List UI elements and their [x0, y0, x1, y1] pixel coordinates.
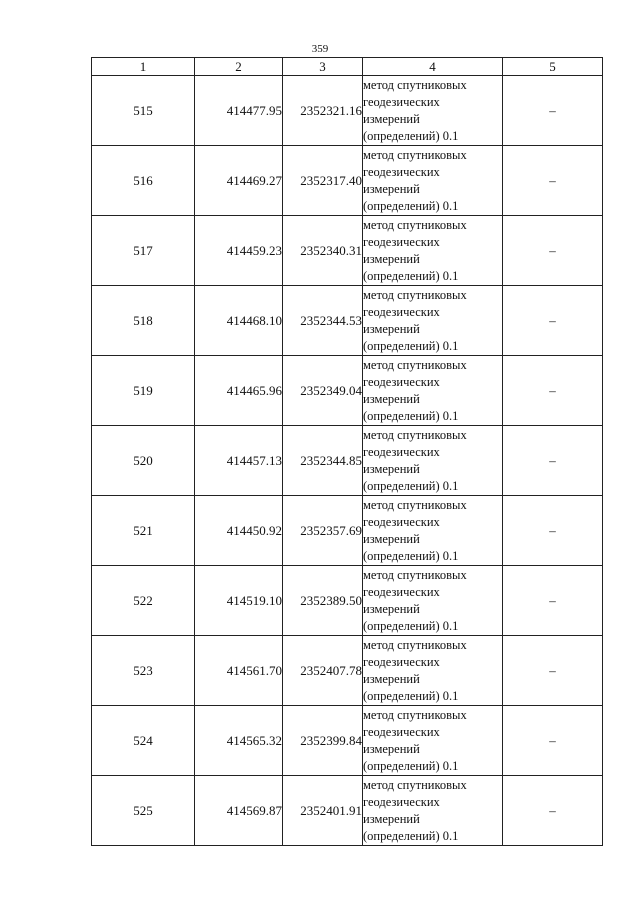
- column-header-3: 3: [283, 58, 363, 76]
- y-coordinate-cell: 2352389.50: [283, 566, 363, 636]
- column-header-2: 2: [195, 58, 283, 76]
- method-cell: [363, 286, 503, 356]
- method-cell: [363, 496, 503, 566]
- method-text-line: (определений) 0.1: [363, 268, 459, 283]
- table-row: [92, 776, 603, 846]
- table-row: [92, 636, 603, 706]
- x-coordinate-cell: 414457.13: [195, 426, 283, 496]
- note-cell: –: [503, 76, 603, 146]
- method-text-line: геодезических: [363, 304, 440, 319]
- method-text-line: (определений) 0.1: [363, 408, 459, 423]
- method-cell: [363, 776, 503, 846]
- method-text-line: метод спутниковых: [363, 427, 467, 442]
- method-text-line: (определений) 0.1: [363, 758, 459, 773]
- y-coordinate-cell: 2352317.40: [283, 146, 363, 216]
- method-cell: [363, 356, 503, 426]
- method-text-line: измерений: [363, 321, 420, 336]
- method-text-line: (определений) 0.1: [363, 338, 459, 353]
- table-row: [92, 216, 603, 286]
- note-cell: –: [503, 426, 603, 496]
- y-coordinate-cell: 2352344.53: [283, 286, 363, 356]
- method-text-line: (определений) 0.1: [363, 128, 459, 143]
- method-text-line: (определений) 0.1: [363, 618, 459, 633]
- x-coordinate-cell: 414469.27: [195, 146, 283, 216]
- method-text-line: измерений: [363, 601, 420, 616]
- note-cell: –: [503, 216, 603, 286]
- x-coordinate-cell: 414465.96: [195, 356, 283, 426]
- method-text-line: измерений: [363, 811, 420, 826]
- method-cell: [363, 706, 503, 776]
- method-text-line: измерений: [363, 111, 420, 126]
- note-cell: –: [503, 146, 603, 216]
- method-text-line: (определений) 0.1: [363, 478, 459, 493]
- method-text-line: геодезических: [363, 444, 440, 459]
- method-text-line: метод спутниковых: [363, 217, 467, 232]
- method-text-line: метод спутниковых: [363, 147, 467, 162]
- method-text-line: геодезических: [363, 374, 440, 389]
- method-text-line: метод спутниковых: [363, 567, 467, 582]
- point-number-cell: 520: [92, 426, 195, 496]
- x-coordinate-cell: 414468.10: [195, 286, 283, 356]
- method-text-line: метод спутниковых: [363, 707, 467, 722]
- method-text-line: метод спутниковых: [363, 497, 467, 512]
- point-number-cell: 518: [92, 286, 195, 356]
- point-number-cell: 523: [92, 636, 195, 706]
- x-coordinate-cell: 414450.92: [195, 496, 283, 566]
- method-text-line: измерений: [363, 251, 420, 266]
- x-coordinate-cell: 414561.70: [195, 636, 283, 706]
- point-number-cell: 517: [92, 216, 195, 286]
- method-text-line: геодезических: [363, 94, 440, 109]
- table-row: [92, 146, 603, 216]
- note-cell: –: [503, 636, 603, 706]
- point-number-cell: 516: [92, 146, 195, 216]
- y-coordinate-cell: 2352349.04: [283, 356, 363, 426]
- point-number-cell: 525: [92, 776, 195, 846]
- method-text-line: геодезических: [363, 584, 440, 599]
- method-text-line: метод спутниковых: [363, 287, 467, 302]
- table-body: [92, 76, 603, 846]
- method-text-line: геодезических: [363, 794, 440, 809]
- method-cell: [363, 76, 503, 146]
- table-row: [92, 496, 603, 566]
- x-coordinate-cell: 414459.23: [195, 216, 283, 286]
- y-coordinate-cell: 2352321.16: [283, 76, 363, 146]
- method-cell: [363, 426, 503, 496]
- method-text-line: метод спутниковых: [363, 637, 467, 652]
- note-cell: –: [503, 286, 603, 356]
- x-coordinate-cell: 414565.32: [195, 706, 283, 776]
- table-row: [92, 286, 603, 356]
- method-cell: [363, 146, 503, 216]
- method-text-line: измерений: [363, 181, 420, 196]
- method-text-line: метод спутниковых: [363, 357, 467, 372]
- method-cell: [363, 566, 503, 636]
- point-number-cell: 515: [92, 76, 195, 146]
- point-number-cell: 524: [92, 706, 195, 776]
- y-coordinate-cell: 2352340.31: [283, 216, 363, 286]
- x-coordinate-cell: 414519.10: [195, 566, 283, 636]
- method-cell: [363, 636, 503, 706]
- y-coordinate-cell: 2352357.69: [283, 496, 363, 566]
- note-cell: –: [503, 566, 603, 636]
- y-coordinate-cell: 2352407.78: [283, 636, 363, 706]
- method-text-line: измерений: [363, 391, 420, 406]
- point-number-cell: 519: [92, 356, 195, 426]
- table-row: [92, 76, 603, 146]
- method-text-line: геодезических: [363, 654, 440, 669]
- method-text-line: геодезических: [363, 514, 440, 529]
- method-text-line: измерений: [363, 531, 420, 546]
- method-text-line: геодезических: [363, 724, 440, 739]
- method-text-line: измерений: [363, 671, 420, 686]
- method-text-line: измерений: [363, 461, 420, 476]
- table-row: [92, 426, 603, 496]
- point-number-cell: 521: [92, 496, 195, 566]
- note-cell: –: [503, 356, 603, 426]
- x-coordinate-cell: 414569.87: [195, 776, 283, 846]
- column-header-5: 5: [503, 58, 603, 76]
- method-text-line: метод спутниковых: [363, 777, 467, 792]
- page-number: 359: [311, 43, 329, 55]
- method-cell: [363, 216, 503, 286]
- method-text-line: метод спутниковых: [363, 77, 467, 92]
- table-row: [92, 356, 603, 426]
- method-text-line: измерений: [363, 741, 420, 756]
- column-header-1: 1: [92, 58, 195, 76]
- method-text-line: (определений) 0.1: [363, 828, 459, 843]
- column-header-4: 4: [363, 58, 503, 76]
- coordinates-table: [91, 57, 603, 846]
- method-text-line: геодезических: [363, 164, 440, 179]
- y-coordinate-cell: 2352401.91: [283, 776, 363, 846]
- method-text-line: (определений) 0.1: [363, 688, 459, 703]
- method-text-line: (определений) 0.1: [363, 198, 459, 213]
- x-coordinate-cell: 414477.95: [195, 76, 283, 146]
- note-cell: –: [503, 706, 603, 776]
- point-number-cell: 522: [92, 566, 195, 636]
- table-row: [92, 566, 603, 636]
- y-coordinate-cell: 2352399.84: [283, 706, 363, 776]
- note-cell: –: [503, 776, 603, 846]
- table-row: [92, 706, 603, 776]
- method-text-line: геодезических: [363, 234, 440, 249]
- method-text-line: (определений) 0.1: [363, 548, 459, 563]
- note-cell: –: [503, 496, 603, 566]
- table-header-row: [92, 58, 603, 76]
- y-coordinate-cell: 2352344.85: [283, 426, 363, 496]
